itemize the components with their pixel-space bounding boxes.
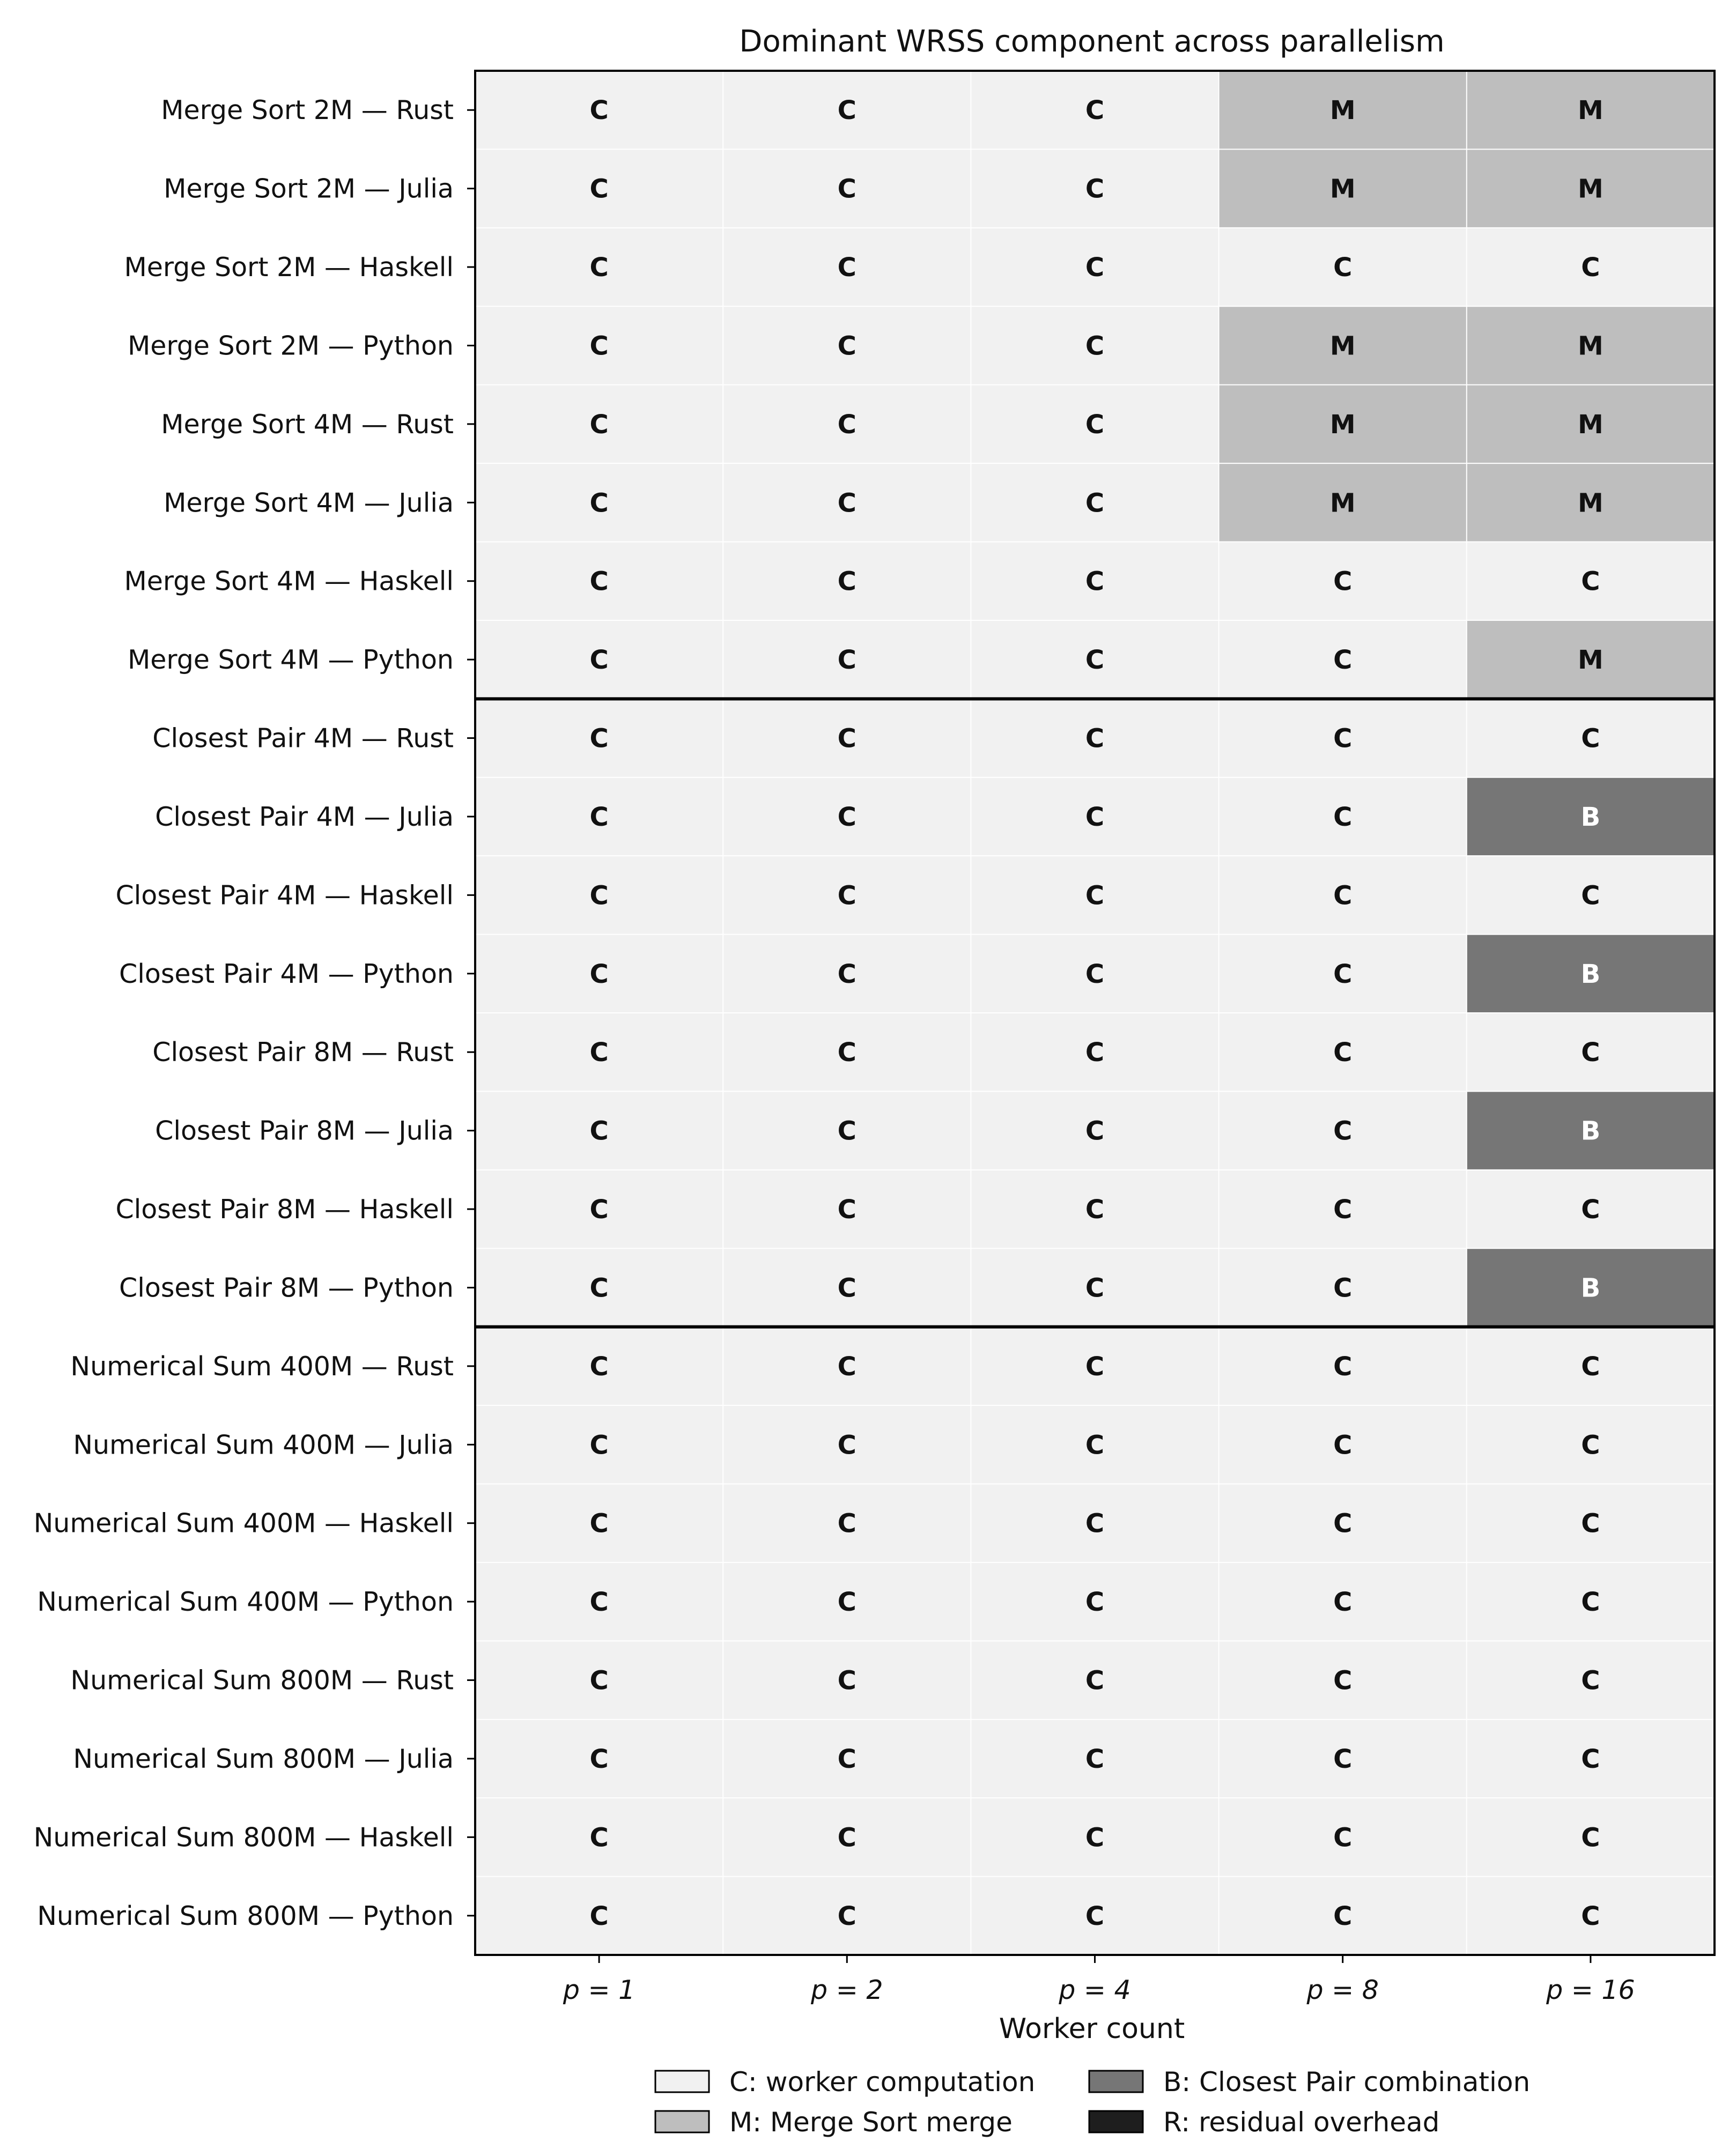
cell-label: C: [837, 409, 856, 440]
cell-label: C: [589, 1273, 609, 1303]
row-label: Closest Pair 4M — Julia: [155, 801, 454, 832]
cell-label: C: [1085, 488, 1105, 518]
cell-label: C: [837, 802, 856, 832]
cell-label: C: [589, 880, 609, 911]
cell-label: C: [1085, 1744, 1105, 1774]
cell-label: C: [837, 1822, 856, 1853]
cell-label: C: [837, 880, 856, 911]
cell-label: B: [1580, 1116, 1601, 1146]
cell-label: C: [837, 253, 856, 283]
cell-label: C: [1085, 802, 1105, 832]
chart-title: Dominant WRSS component across parallelism: [739, 24, 1445, 59]
row-label: Closest Pair 4M — Haskell: [115, 880, 454, 911]
row-label: Closest Pair 4M — Rust: [152, 723, 454, 754]
legend-swatch: [655, 2111, 709, 2132]
cell-label: C: [589, 1038, 609, 1068]
cell-label: C: [589, 1508, 609, 1539]
cell-label: C: [1333, 1587, 1353, 1618]
cell-label: C: [1581, 1195, 1600, 1225]
row-label: Merge Sort 4M — Haskell: [124, 566, 454, 597]
cell-label: C: [837, 566, 856, 597]
cell-label: C: [837, 331, 856, 361]
cell-label: C: [1581, 1508, 1600, 1539]
cell-label: B: [1580, 802, 1601, 832]
cell-label: C: [837, 1744, 856, 1774]
cell-label: M: [1578, 409, 1604, 440]
cell-label: C: [1333, 1273, 1353, 1303]
cell-label: C: [1085, 880, 1105, 911]
cell-label: C: [1333, 723, 1353, 754]
cell-label: M: [1329, 409, 1356, 440]
cell-label: C: [1085, 331, 1105, 361]
cell-label: C: [837, 645, 856, 676]
row-label: Numerical Sum 800M — Haskell: [33, 1822, 454, 1853]
cell-label: C: [837, 1351, 856, 1382]
row-label: Closest Pair 8M — Julia: [155, 1115, 454, 1146]
cell-label: M: [1329, 488, 1356, 518]
cell-label: C: [589, 174, 609, 204]
cell-label: C: [837, 1273, 856, 1303]
row-label: Closest Pair 8M — Python: [119, 1272, 454, 1303]
cell-label: C: [1085, 1351, 1105, 1382]
cell-label: C: [837, 959, 856, 989]
legend-label: C: worker computation: [729, 2066, 1036, 2098]
cell-label: C: [1333, 880, 1353, 911]
cell-label: C: [589, 1665, 609, 1696]
legend-swatch: [655, 2071, 709, 2092]
cell-label: C: [1581, 1901, 1600, 1931]
legend-swatch: [1089, 2071, 1143, 2092]
row-label: Numerical Sum 400M — Julia: [73, 1429, 454, 1461]
cell-label: C: [1085, 1430, 1105, 1461]
cell-label: C: [837, 1430, 856, 1461]
cell-label: C: [1333, 1116, 1353, 1146]
cell-label: M: [1329, 95, 1356, 126]
x-tick-label: p = 8: [1306, 1975, 1379, 2005]
legend-label: R: residual overhead: [1163, 2107, 1440, 2138]
row-label: Merge Sort 2M — Haskell: [124, 252, 454, 283]
cell-label: C: [1085, 253, 1105, 283]
row-label: Merge Sort 2M — Rust: [161, 95, 454, 126]
row-label: Numerical Sum 400M — Rust: [70, 1351, 454, 1382]
cell-label: C: [589, 409, 609, 440]
cell-label: C: [1333, 253, 1353, 283]
cell-label: C: [1085, 174, 1105, 204]
cell-label: C: [1085, 1587, 1105, 1618]
cell-label: C: [1333, 959, 1353, 989]
cell-label: C: [1581, 1351, 1600, 1382]
cell-label: C: [1333, 1508, 1353, 1539]
row-label: Merge Sort 2M — Python: [127, 330, 454, 361]
cell-label: C: [837, 1508, 856, 1539]
row-label: Merge Sort 4M — Rust: [161, 409, 454, 440]
cell-label: C: [1581, 723, 1600, 754]
row-label: Closest Pair 8M — Haskell: [115, 1194, 454, 1225]
cell-label: C: [589, 488, 609, 518]
cell-label: C: [589, 1351, 609, 1382]
x-tick-label: p = 1: [563, 1975, 636, 2005]
cell-label: M: [1329, 174, 1356, 204]
cell-label: M: [1578, 331, 1604, 361]
cell-label: C: [1085, 1901, 1105, 1931]
cell-label: C: [1333, 1351, 1353, 1382]
cell-label: C: [1333, 1822, 1353, 1853]
cell-label: C: [837, 723, 856, 754]
cell-label: C: [589, 331, 609, 361]
cell-label: M: [1578, 174, 1604, 204]
row-label: Merge Sort 4M — Julia: [164, 487, 454, 518]
cell-label: C: [1581, 1822, 1600, 1853]
cell-label: C: [589, 1744, 609, 1774]
cell-label: C: [589, 723, 609, 754]
cell-label: C: [1333, 1901, 1353, 1931]
row-label: Closest Pair 4M — Python: [119, 958, 454, 989]
row-label: Numerical Sum 400M — Haskell: [33, 1508, 454, 1539]
cell-label: C: [1333, 645, 1353, 676]
cell-label: C: [1581, 1744, 1600, 1774]
cell-label: C: [837, 1665, 856, 1696]
x-tick-label: p = 16: [1546, 1975, 1635, 2005]
cell-label: C: [589, 1430, 609, 1461]
cell-label: C: [589, 959, 609, 989]
cell-label: C: [1333, 1038, 1353, 1068]
cell-label: B: [1580, 1273, 1601, 1303]
row-label: Merge Sort 2M — Julia: [164, 173, 454, 204]
cell-label: C: [589, 1195, 609, 1225]
cell-label: C: [1085, 1273, 1105, 1303]
cell-label: B: [1580, 959, 1601, 989]
cell-label: C: [589, 566, 609, 597]
cell-label: C: [1085, 409, 1105, 440]
cell-label: C: [1333, 566, 1353, 597]
cell-label: C: [837, 1901, 856, 1931]
cell-label: C: [1085, 959, 1105, 989]
row-label: Numerical Sum 800M — Rust: [70, 1665, 454, 1696]
legend-label: B: Closest Pair combination: [1163, 2066, 1531, 2098]
cell-label: C: [1333, 1195, 1353, 1225]
cell-label: C: [589, 253, 609, 283]
cell-label: C: [589, 1587, 609, 1618]
cell-label: C: [589, 802, 609, 832]
cell-label: C: [589, 1116, 609, 1146]
cell-label: C: [589, 645, 609, 676]
cell-label: C: [1581, 253, 1600, 283]
cell-label: C: [1085, 723, 1105, 754]
cell-label: C: [1085, 645, 1105, 676]
cell-label: C: [1085, 1195, 1105, 1225]
x-axis-label: Worker count: [999, 2013, 1185, 2045]
cell-label: C: [589, 95, 609, 126]
cell-label: C: [1333, 1665, 1353, 1696]
cell-label: C: [1581, 1038, 1600, 1068]
legend-label: M: Merge Sort merge: [729, 2107, 1013, 2138]
x-tick-label: p = 2: [811, 1975, 883, 2005]
cell-label: C: [1581, 880, 1600, 911]
cell-label: C: [589, 1901, 609, 1931]
cell-label: C: [1333, 1744, 1353, 1774]
row-label: Numerical Sum 400M — Python: [37, 1587, 454, 1618]
x-tick-label: p = 4: [1059, 1975, 1131, 2005]
cell-label: M: [1578, 95, 1604, 126]
cell-label: M: [1578, 645, 1604, 676]
row-label: Merge Sort 4M — Python: [127, 644, 454, 676]
row-label: Closest Pair 8M — Rust: [152, 1037, 454, 1068]
cell-label: C: [837, 95, 856, 126]
row-label: Numerical Sum 800M — Python: [37, 1900, 454, 1931]
cell-label: C: [1085, 95, 1105, 126]
cell-label: C: [1333, 1430, 1353, 1461]
cell-label: C: [837, 1038, 856, 1068]
cell-label: C: [1085, 1665, 1105, 1696]
cell-label: M: [1578, 488, 1604, 518]
cell-label: C: [1581, 1665, 1600, 1696]
row-label: Numerical Sum 800M — Julia: [73, 1743, 454, 1774]
cell-label: C: [589, 1822, 609, 1853]
cell-label: C: [1085, 1822, 1105, 1853]
cell-label: C: [1085, 1508, 1105, 1539]
cell-label: C: [837, 1116, 856, 1146]
cell-label: C: [1333, 802, 1353, 832]
cell-label: C: [1085, 1038, 1105, 1068]
cell-label: C: [1085, 1116, 1105, 1146]
cell-label: C: [1581, 1430, 1600, 1461]
cell-label: C: [1581, 566, 1600, 597]
cell-label: C: [837, 488, 856, 518]
cell-label: M: [1329, 331, 1356, 361]
cell-label: C: [837, 174, 856, 204]
cell-label: C: [837, 1587, 856, 1618]
legend-swatch: [1089, 2111, 1143, 2132]
cell-label: C: [837, 1195, 856, 1225]
cell-label: C: [1085, 566, 1105, 597]
cell-label: C: [1581, 1587, 1600, 1618]
